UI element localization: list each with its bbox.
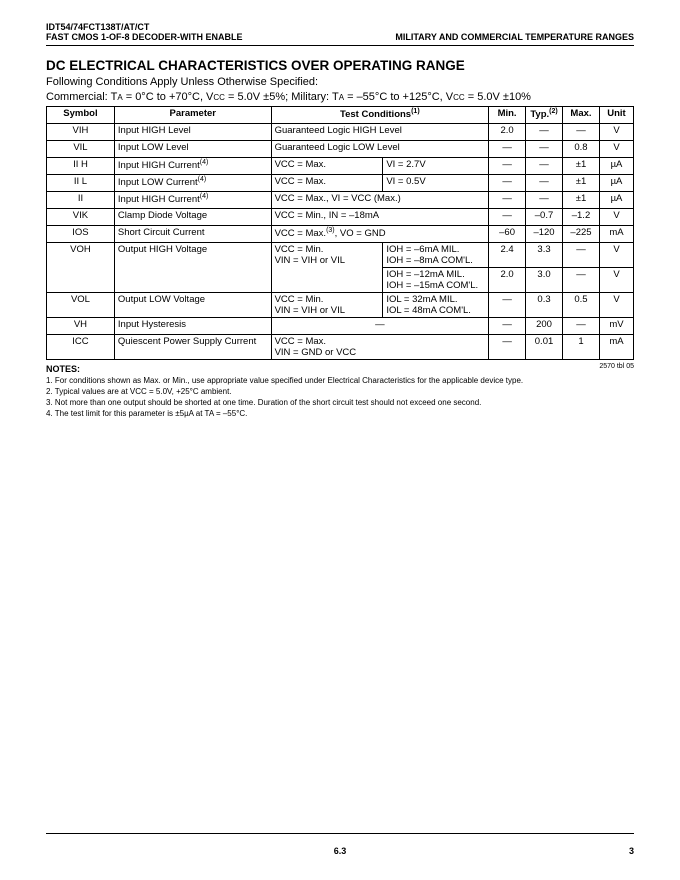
dc-characteristics-table <box>46 106 634 360</box>
table-row: II L Input LOW Current$^{(4)}$ VCC = Max. VI = 0.5V — — ±1 µA <box>47 175 634 192</box>
notes-heading: NOTES: <box>46 364 81 374</box>
note-1: 1. For conditions shown as Max. or Min., use appropriate value specified under Electrical Characteristics for the applicable device type. <box>46 376 524 385</box>
table-row: IOS Short Circuit Current VCC = Max.$^{(3)}$, VO = GND –60 –120 –225 mA <box>47 226 634 243</box>
header-left <box>46 22 243 42</box>
note-4: 4. The test limit for this parameter is ±5µA at TA = –55°C. <box>46 409 248 418</box>
header-rule <box>46 45 634 46</box>
temperature-ranges-header: MILITARY AND COMMERCIAL TEMPERATURE RANGES <box>395 32 634 42</box>
col-max: Max. <box>563 107 600 124</box>
col-parameter: Parameter <box>114 107 271 124</box>
part-number: IDT54/74FCT138T/AT/CT <box>46 22 150 32</box>
table-row: VOH Output HIGH Voltage VCC = Min. VIN = VIH or VIL IOH = –6mA MIL. IOH = –8mA COM'L. 2.4 3.3 — V <box>47 243 634 268</box>
note-2: 2. Typical values are at VCC = 5.0V, +25°C ambient. <box>46 387 232 396</box>
col-test-conditions: Test Conditions$^{(1)}$ <box>271 107 489 124</box>
table-row: VIL Input LOW Level Guaranteed Logic LOW Level — — 0.8 V <box>47 141 634 158</box>
table-row: VIK Clamp Diode Voltage VCC = Min., IN = –18mA — –0.7 –1.2 V <box>47 209 634 226</box>
table-row: VOL Output LOW Voltage VCC = Min. VIN = VIH or VIL IOL = 32mA MIL. IOL = 48mA COM'L. — 0.3 0.5 V <box>47 293 634 318</box>
col-typ: Typ.$^{(2)}$ <box>526 107 563 124</box>
note-3: 3. Not more than one output should be shorted at one time. Duration of the short circuit test should not exceed one second. <box>46 398 482 407</box>
table-header-row <box>47 107 634 124</box>
device-title: FAST CMOS 1-OF-8 DECODER-WITH ENABLE <box>46 32 243 42</box>
footer-page-number: 3 <box>628 846 634 856</box>
table-row: ICC Quiescent Power Supply Current VCC = Max. VIN = GND or VCC — 0.01 1 mA <box>47 335 634 360</box>
col-symbol: Symbol <box>47 107 115 124</box>
col-min: Min. <box>489 107 526 124</box>
section-title: DC ELECTRICAL CHARACTERISTICS OVER OPERATING RANGE <box>46 58 465 73</box>
operating-conditions: Commercial: TA = 0°C to +70°C, VCC = 5.0V ±5%; Military: TA = –55°C to +125°C, VCC = 5.0V ±10% <box>46 91 531 103</box>
table-row: IOH = –12mA MIL. IOH = –15mA COM'L. 2.0 3.0 — V <box>47 268 634 293</box>
table-row: II Input HIGH Current$^{(4)}$ VCC = Max., VI = VCC (Max.) — — ±1 µA <box>47 192 634 209</box>
conditions-subtitle: Following Conditions Apply Unless Otherwise Specified: <box>46 76 319 88</box>
col-unit: Unit <box>599 107 633 124</box>
table-row: VIH Input HIGH Level Guaranteed Logic HIGH Level 2.0 — — V <box>47 124 634 141</box>
notes-list <box>46 375 523 419</box>
footer-section: 6.3 <box>333 846 347 856</box>
table-row: VH Input Hysteresis — — 200 — mV <box>47 318 634 335</box>
table-row: II H Input HIGH Current$^{(4)}$ VCC = Max. VI = 2.7V — — ±1 µA <box>47 158 634 175</box>
footer-rule <box>46 833 634 834</box>
table-reference: 2570 tbl 05 <box>599 363 634 370</box>
